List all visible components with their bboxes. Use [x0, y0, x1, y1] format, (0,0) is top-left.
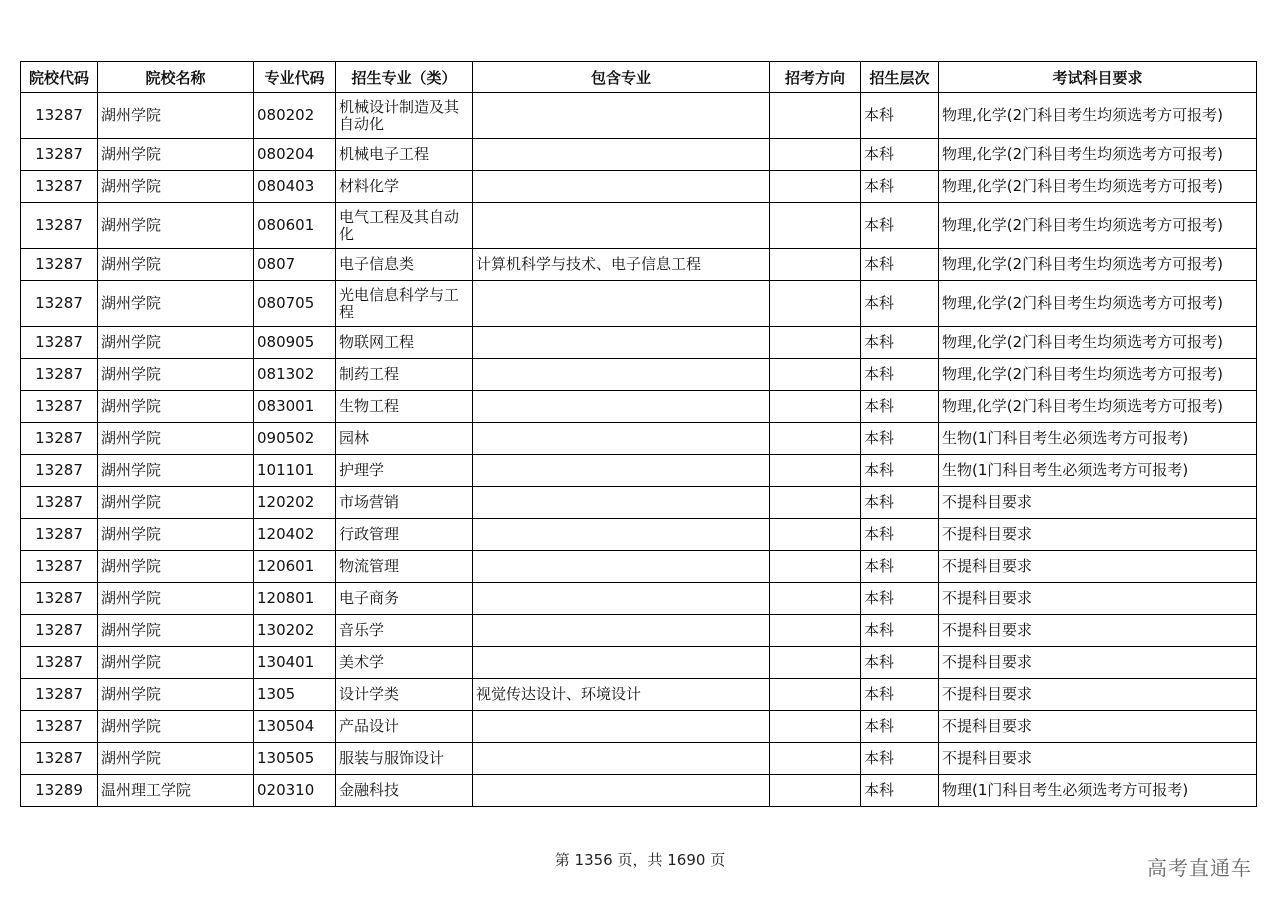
- cell-school-code: 13287: [21, 487, 98, 519]
- cell-subject-requirement: 物理(1门科目考生必须选考方可报考): [939, 775, 1257, 807]
- cell-major-name: 物流管理: [336, 551, 473, 583]
- cell-level: 本科: [861, 551, 939, 583]
- cell-major-code: 080202: [254, 93, 336, 139]
- cell-subject-requirement: 不提科目要求: [939, 551, 1257, 583]
- cell-included-majors: [473, 359, 770, 391]
- cell-subject-requirement: 物理,化学(2门科目考生均须选考方可报考): [939, 359, 1257, 391]
- cell-level: 本科: [861, 775, 939, 807]
- cell-major-name: 园林: [336, 423, 473, 455]
- cell-major-name: 设计学类: [336, 679, 473, 711]
- cell-included-majors: [473, 171, 770, 203]
- cell-level: 本科: [861, 647, 939, 679]
- cell-major-name: 金融科技: [336, 775, 473, 807]
- cell-level: 本科: [861, 281, 939, 327]
- cell-major-name: 机械电子工程: [336, 139, 473, 171]
- table-row: [21, 203, 1257, 249]
- cell-direction: [770, 487, 861, 519]
- cell-level: 本科: [861, 743, 939, 775]
- cell-level: 本科: [861, 139, 939, 171]
- cell-major-code: 080403: [254, 171, 336, 203]
- cell-major-name: 生物工程: [336, 391, 473, 423]
- cell-school-name: 湖州学院: [98, 203, 254, 249]
- table-row: [21, 171, 1257, 203]
- cell-direction: [770, 93, 861, 139]
- cell-subject-requirement: 不提科目要求: [939, 519, 1257, 551]
- cell-subject-requirement: 物理,化学(2门科目考生均须选考方可报考): [939, 203, 1257, 249]
- cell-level: 本科: [861, 249, 939, 281]
- cell-direction: [770, 359, 861, 391]
- cell-school-name: 湖州学院: [98, 281, 254, 327]
- cell-major-name: 物联网工程: [336, 327, 473, 359]
- cell-included-majors: [473, 519, 770, 551]
- cell-level: 本科: [861, 327, 939, 359]
- cell-school-name: 湖州学院: [98, 455, 254, 487]
- cell-major-name: 美术学: [336, 647, 473, 679]
- cell-school-name: 湖州学院: [98, 391, 254, 423]
- table-row: [21, 139, 1257, 171]
- cell-subject-requirement: 物理,化学(2门科目考生均须选考方可报考): [939, 327, 1257, 359]
- cell-school-code: 13287: [21, 423, 98, 455]
- cell-major-code: 083001: [254, 391, 336, 423]
- cell-included-majors: [473, 583, 770, 615]
- cell-major-name: 护理学: [336, 455, 473, 487]
- cell-school-code: 13287: [21, 583, 98, 615]
- header-level: 招生层次: [861, 62, 939, 93]
- cell-school-code: 13287: [21, 93, 98, 139]
- cell-subject-requirement: 物理,化学(2门科目考生均须选考方可报考): [939, 139, 1257, 171]
- cell-included-majors: [473, 139, 770, 171]
- cell-major-name: 电气工程及其自动化: [336, 203, 473, 249]
- header-row: [21, 62, 1257, 93]
- cell-level: 本科: [861, 519, 939, 551]
- cell-school-name: 湖州学院: [98, 551, 254, 583]
- header-major: 招生专业（类）: [336, 62, 473, 93]
- cell-included-majors: [473, 487, 770, 519]
- admission-table: [20, 61, 1257, 807]
- header-subject-requirement: 考试科目要求: [939, 62, 1257, 93]
- header-major-code: 专业代码: [254, 62, 336, 93]
- table-row: [21, 519, 1257, 551]
- cell-major-name: 产品设计: [336, 711, 473, 743]
- table-row: [21, 281, 1257, 327]
- cell-direction: [770, 455, 861, 487]
- cell-school-code: 13287: [21, 743, 98, 775]
- cell-included-majors: 计算机科学与技术、电子信息工程: [473, 249, 770, 281]
- cell-major-name: 服装与服饰设计: [336, 743, 473, 775]
- cell-direction: [770, 171, 861, 203]
- cell-direction: [770, 711, 861, 743]
- cell-school-name: 湖州学院: [98, 249, 254, 281]
- cell-school-code: 13287: [21, 455, 98, 487]
- cell-major-code: 130202: [254, 615, 336, 647]
- cell-included-majors: [473, 423, 770, 455]
- cell-major-name: 电子信息类: [336, 249, 473, 281]
- header-included-majors: 包含专业: [473, 62, 770, 93]
- cell-included-majors: [473, 281, 770, 327]
- cell-level: 本科: [861, 455, 939, 487]
- cell-direction: [770, 391, 861, 423]
- cell-school-name: 湖州学院: [98, 743, 254, 775]
- cell-level: 本科: [861, 487, 939, 519]
- cell-included-majors: [473, 391, 770, 423]
- cell-school-name: 湖州学院: [98, 171, 254, 203]
- cell-school-code: 13287: [21, 171, 98, 203]
- cell-level: 本科: [861, 615, 939, 647]
- cell-school-name: 湖州学院: [98, 519, 254, 551]
- cell-subject-requirement: 不提科目要求: [939, 583, 1257, 615]
- cell-major-name: 机械设计制造及其自动化: [336, 93, 473, 139]
- table-row: [21, 647, 1257, 679]
- table-row: [21, 743, 1257, 775]
- cell-subject-requirement: 物理,化学(2门科目考生均须选考方可报考): [939, 93, 1257, 139]
- cell-school-code: 13287: [21, 281, 98, 327]
- cell-major-name: 制药工程: [336, 359, 473, 391]
- table-row: [21, 583, 1257, 615]
- cell-major-code: 080601: [254, 203, 336, 249]
- cell-level: 本科: [861, 711, 939, 743]
- cell-level: 本科: [861, 203, 939, 249]
- table-header: [21, 62, 1257, 93]
- table-row: [21, 249, 1257, 281]
- cell-major-code: 080905: [254, 327, 336, 359]
- cell-direction: [770, 519, 861, 551]
- cell-included-majors: [473, 711, 770, 743]
- cell-direction: [770, 551, 861, 583]
- cell-subject-requirement: 物理,化学(2门科目考生均须选考方可报考): [939, 171, 1257, 203]
- cell-school-name: 湖州学院: [98, 711, 254, 743]
- table-row: [21, 711, 1257, 743]
- cell-subject-requirement: 物理,化学(2门科目考生均须选考方可报考): [939, 281, 1257, 327]
- cell-level: 本科: [861, 679, 939, 711]
- cell-major-name: 行政管理: [336, 519, 473, 551]
- cell-school-code: 13289: [21, 775, 98, 807]
- table-body: [21, 93, 1257, 807]
- cell-direction: [770, 281, 861, 327]
- cell-level: 本科: [861, 391, 939, 423]
- table-row: [21, 487, 1257, 519]
- cell-school-code: 13287: [21, 359, 98, 391]
- table-row: [21, 391, 1257, 423]
- cell-direction: [770, 327, 861, 359]
- cell-included-majors: [473, 743, 770, 775]
- cell-school-name: 湖州学院: [98, 487, 254, 519]
- cell-level: 本科: [861, 423, 939, 455]
- cell-major-code: 081302: [254, 359, 336, 391]
- cell-included-majors: [473, 93, 770, 139]
- cell-direction: [770, 679, 861, 711]
- cell-direction: [770, 249, 861, 281]
- cell-major-code: 020310: [254, 775, 336, 807]
- cell-major-code: 0807: [254, 249, 336, 281]
- table-row: [21, 775, 1257, 807]
- page-number: 第 1356 页，共 1690 页: [554, 851, 726, 869]
- cell-direction: [770, 743, 861, 775]
- cell-school-code: 13287: [21, 139, 98, 171]
- cell-included-majors: [473, 455, 770, 487]
- header-school-code: 院校代码: [21, 62, 98, 93]
- cell-school-name: 湖州学院: [98, 327, 254, 359]
- cell-major-name: 材料化学: [336, 171, 473, 203]
- cell-subject-requirement: 物理,化学(2门科目考生均须选考方可报考): [939, 249, 1257, 281]
- cell-school-code: 13287: [21, 203, 98, 249]
- cell-major-code: 120402: [254, 519, 336, 551]
- cell-school-code: 13287: [21, 615, 98, 647]
- table-row: [21, 327, 1257, 359]
- cell-direction: [770, 615, 861, 647]
- cell-major-code: 101101: [254, 455, 336, 487]
- cell-major-code: 1305: [254, 679, 336, 711]
- cell-school-name: 湖州学院: [98, 423, 254, 455]
- cell-major-code: 130401: [254, 647, 336, 679]
- table-row: [21, 93, 1257, 139]
- cell-included-majors: 视觉传达设计、环境设计: [473, 679, 770, 711]
- cell-school-code: 13287: [21, 711, 98, 743]
- cell-school-name: 湖州学院: [98, 615, 254, 647]
- cell-major-code: 090502: [254, 423, 336, 455]
- cell-school-code: 13287: [21, 647, 98, 679]
- cell-school-name: 温州理工学院: [98, 775, 254, 807]
- cell-subject-requirement: 生物(1门科目考生必须选考方可报考): [939, 455, 1257, 487]
- cell-school-name: 湖州学院: [98, 93, 254, 139]
- cell-major-name: 音乐学: [336, 615, 473, 647]
- header-direction: 招考方向: [770, 62, 861, 93]
- cell-subject-requirement: 不提科目要求: [939, 679, 1257, 711]
- cell-major-name: 电子商务: [336, 583, 473, 615]
- cell-included-majors: [473, 775, 770, 807]
- cell-school-code: 13287: [21, 519, 98, 551]
- cell-school-code: 13287: [21, 327, 98, 359]
- cell-school-name: 湖州学院: [98, 139, 254, 171]
- table-row: [21, 551, 1257, 583]
- cell-major-name: 市场营销: [336, 487, 473, 519]
- cell-subject-requirement: 不提科目要求: [939, 647, 1257, 679]
- cell-major-code: 080204: [254, 139, 336, 171]
- cell-direction: [770, 775, 861, 807]
- watermark-text: 高考直通车: [1147, 856, 1252, 880]
- cell-level: 本科: [861, 171, 939, 203]
- cell-level: 本科: [861, 359, 939, 391]
- cell-direction: [770, 647, 861, 679]
- cell-school-name: 湖州学院: [98, 583, 254, 615]
- cell-major-code: 120601: [254, 551, 336, 583]
- cell-school-name: 湖州学院: [98, 359, 254, 391]
- cell-subject-requirement: 不提科目要求: [939, 711, 1257, 743]
- cell-subject-requirement: 生物(1门科目考生必须选考方可报考): [939, 423, 1257, 455]
- cell-level: 本科: [861, 93, 939, 139]
- cell-subject-requirement: 物理,化学(2门科目考生均须选考方可报考): [939, 391, 1257, 423]
- cell-school-code: 13287: [21, 391, 98, 423]
- cell-school-name: 湖州学院: [98, 679, 254, 711]
- cell-subject-requirement: 不提科目要求: [939, 743, 1257, 775]
- cell-included-majors: [473, 203, 770, 249]
- cell-school-code: 13287: [21, 679, 98, 711]
- cell-subject-requirement: 不提科目要求: [939, 487, 1257, 519]
- cell-school-code: 13287: [21, 249, 98, 281]
- cell-major-code: 120801: [254, 583, 336, 615]
- table-row: [21, 359, 1257, 391]
- cell-included-majors: [473, 615, 770, 647]
- cell-direction: [770, 203, 861, 249]
- cell-direction: [770, 423, 861, 455]
- cell-level: 本科: [861, 583, 939, 615]
- cell-major-code: 130504: [254, 711, 336, 743]
- cell-school-code: 13287: [21, 551, 98, 583]
- cell-school-name: 湖州学院: [98, 647, 254, 679]
- table-row: [21, 455, 1257, 487]
- cell-included-majors: [473, 647, 770, 679]
- cell-major-code: 080705: [254, 281, 336, 327]
- cell-major-code: 120202: [254, 487, 336, 519]
- table-row: [21, 679, 1257, 711]
- cell-included-majors: [473, 327, 770, 359]
- cell-major-code: 130505: [254, 743, 336, 775]
- table-row: [21, 423, 1257, 455]
- header-school-name: 院校名称: [98, 62, 254, 93]
- cell-subject-requirement: 不提科目要求: [939, 615, 1257, 647]
- cell-major-name: 光电信息科学与工程: [336, 281, 473, 327]
- cell-included-majors: [473, 551, 770, 583]
- cell-direction: [770, 139, 861, 171]
- cell-direction: [770, 583, 861, 615]
- table-row: [21, 615, 1257, 647]
